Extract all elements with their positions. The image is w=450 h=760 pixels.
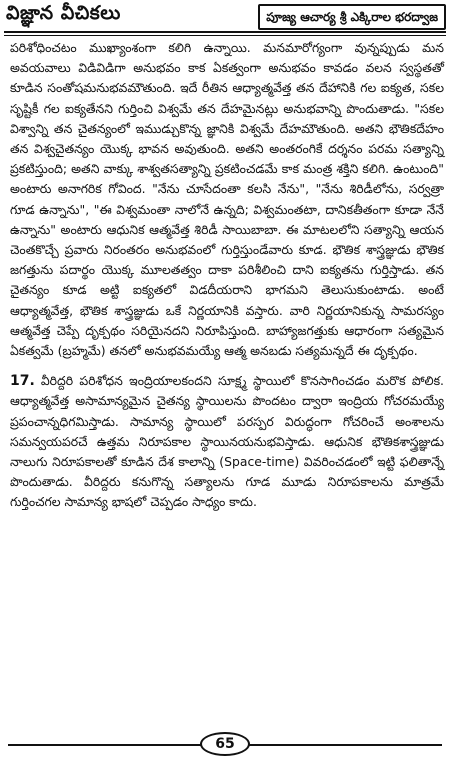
paragraph-17 — [10, 371, 444, 512]
paragraph-17-text: వీరిద్దరి పరిశోధన ఇంద్రియాలకందని సూక్ష్మ స్థాయిలో కొనసాగించడం మరొక పోలిక. ఆధ్యాత్మవేత్త అసామాన్యమైన చైతన్య స్థాయిలను పొందటం ద్వారా ఇంద్రియ గోచరమయ్యే ప్రపంచాన్నధిగమిస్తాడు. సామాన్య స్థాయిలో పరస్పర విరుద్ధంగా గోచరించే అంశాలను సమన్వయపరచే ఉత్తమ నిరూపకాల స్థాయినయనుభవిస్తాడు. ఆధునిక భౌతికశాస్త్రజ్ఞుడు నాలుగు నిరూపకాలతో కూడిన దేశ కాలాన్ని (Space-time) వివరించడంలో ఇట్టి ఫలితాన్నే పొందుతాడు. వీరిద్దరు కనుగొన్న సత్యాలను గూడ మూడు నిరూపకాలను మాత్రమే గుర్తించగల సామాన్య భాషలో చెప్పడం సాధ్యం కాదు. — [10, 373, 444, 510]
page-number: 65 — [200, 732, 250, 756]
paragraph-number: 17. — [10, 373, 35, 390]
page-footer — [8, 734, 442, 754]
header-rule-thick — [4, 31, 446, 33]
page-header — [2, 2, 448, 32]
author-box: పూజ్య ఆచార్య శ్రీ ఎక్కిరాల భరద్వాజ — [258, 4, 446, 30]
page-body — [10, 38, 444, 513]
paragraph-1: పరిశోధించటం ముఖ్యాంశంగా కలిగి ఉన్నాయి. మనమారోగ్యంగా వున్నప్పుడు మన అవయవాలు విడివిడిగా అనుభవం కాక ఏకత్వంగా అనుభవం కావడం వలన స్వస్థతతో కూడిన సంతోషమనుభవమౌతుంది. ఇదే రీతిన ఆధ్యాత్మవేత్త తన దేహానికి గల ఐక్యత, సకల సృష్టికీ గల ఐక్యతేనని గుర్తించి విశ్వమే తన దేహమైనట్లు అనుభవాన్ని పొందుతాడు. "సకల విశ్వాన్ని తన చైతన్యంలో ఇముడ్చుకొన్న జ్ఞానికి విశ్వమే దేహమౌతుంది. అతని భౌతికదేహం తన విశ్వచైతన్యం యొక్క భావన అవుతుంది. అతని అంతరంగికే దర్శనం పరమ సత్యాన్ని ప్రకటిస్తుంది; అతని వాక్కు శాశ్వతసత్యాన్ని ప్రకటించడమే కాక మంత్ర శక్తిని కలిగి. ఉంటుంది" అంటారు అనాగరిక గోవింద. "నేను చూసేదంతా కలసి నేను", "నేను శిరిడీలోను, సర్వత్రా గూడ ఉన్నాను", "ఈ విశ్వమంతా నాలోనే ఉన్నది; విశ్వమంతటా, దానికతీతంగా కూడా నేనే ఉన్నాను" అంటారు ఆధునిక ఆత్మవేత్త శిరిడీ సాయిబాబా. ఈ మాటలలోని సత్యాన్ని ఆయన చెంతకొచ్చే ప్రవారు నిరంతరం అనుభవంలో గుర్తిస్తుండేవారు కూడ. భౌతిక శాస్త్రజ్ఞుడు భౌతిక జగత్తును పదార్థం యొక్క మూలతత్వం దాకా పరిశీలించి దాని ఐక్యతను గుర్తిస్తాడు. తన చైతన్యం కూడ అట్టి ఐక్యతలో విడదీయరాని భాగమని తెలుసుకుంటాడు. అంటే ఆధ్యాత్మవేత్త, భౌతిక శాస్త్రజ్ఞుడు ఒకే నిర్ణయానికి వస్తారు. వారి నిర్ణయానికున్న సామరస్యం ఆత్మవేత్త చెప్పే దృక్పథం సరియైనదని నిరూపిస్తుంది. బాహ్యాజగత్తుకు ఆధారంగా సత్యమైన ఏకత్వమే (బ్రహ్మమే) తనలో అనుభవమయ్యే ఆత్మ అనబడు సత్యమన్నదే ఈ దృక్పథం. — [10, 40, 444, 359]
book-title: విజ్ఞాన వీచికలు — [6, 2, 121, 24]
header-rule-thin — [4, 35, 446, 36]
